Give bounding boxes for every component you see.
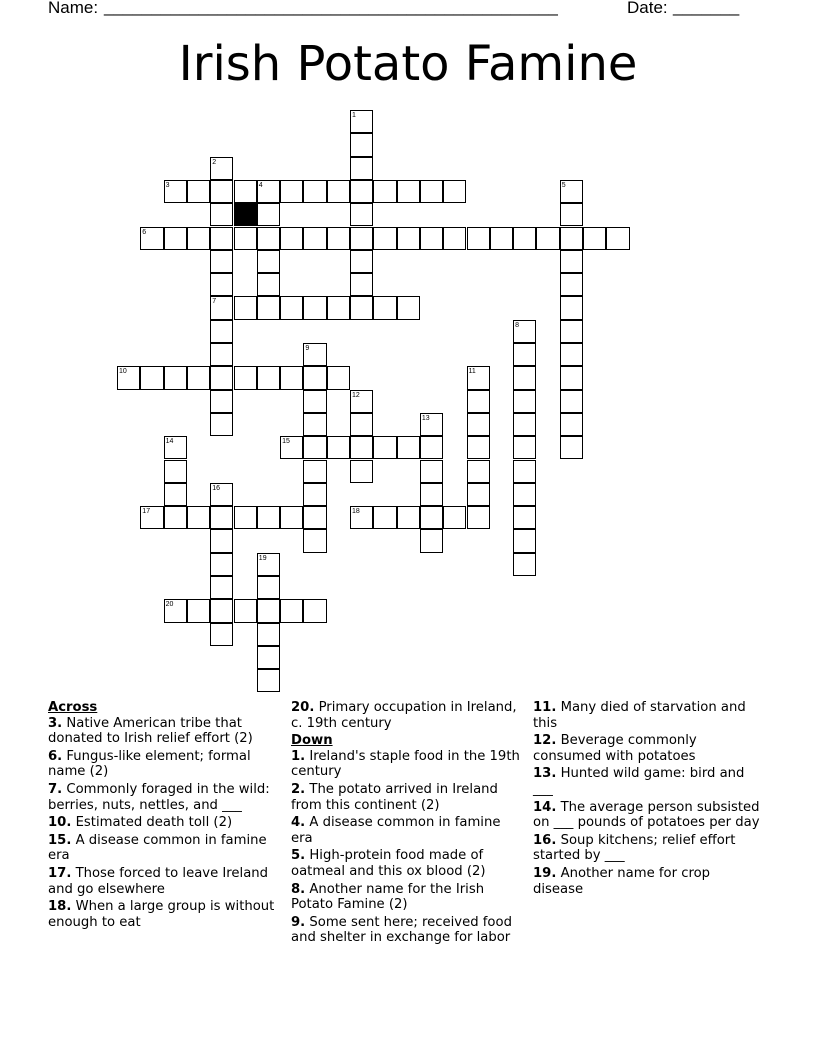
grid-cell[interactable] bbox=[350, 413, 373, 436]
grid-cell[interactable] bbox=[397, 296, 420, 319]
clue-number: 9 bbox=[305, 345, 310, 352]
grid-cell[interactable] bbox=[420, 227, 443, 250]
clue-down-9: 9. Some sent here; received food and shelter in exchange for labor bbox=[291, 914, 512, 946]
grid-cell[interactable] bbox=[210, 599, 233, 622]
grid-cell[interactable] bbox=[234, 366, 257, 389]
clue-down-12: 12. Beverage commonly consumed with potatoes bbox=[533, 733, 697, 764]
grid-cell[interactable] bbox=[327, 366, 350, 389]
clue-number: 4 bbox=[258, 181, 263, 189]
grid-cell[interactable] bbox=[210, 250, 233, 273]
grid-cell[interactable] bbox=[257, 296, 280, 319]
grid-cell[interactable] bbox=[303, 413, 326, 436]
grid-cell[interactable] bbox=[350, 157, 373, 180]
grid-cell[interactable] bbox=[420, 436, 443, 459]
clue-down-4: 4. A disease common in famine era bbox=[291, 815, 501, 846]
grid-cell[interactable] bbox=[327, 436, 350, 459]
clue-down-11: 11. Many died of starvation and this bbox=[533, 700, 746, 731]
grid-cell[interactable] bbox=[467, 506, 490, 529]
grid-cell[interactable] bbox=[420, 529, 443, 552]
grid-cell[interactable] bbox=[350, 133, 373, 156]
clue-down-16: 16. Soup kitchens; relief effort started by ___ bbox=[533, 832, 736, 864]
grid-cell[interactable] bbox=[467, 483, 490, 506]
grid-cell[interactable] bbox=[303, 460, 326, 483]
grid-cell[interactable] bbox=[303, 599, 326, 622]
grid-cell[interactable] bbox=[210, 180, 233, 203]
clue-across-17: 17. Those forced to leave Ireland and go elsewhere bbox=[48, 865, 269, 897]
clue-number: 17 bbox=[142, 508, 151, 516]
grid-cell[interactable] bbox=[280, 506, 303, 529]
grid-cell[interactable] bbox=[327, 180, 350, 203]
grid-cell[interactable] bbox=[350, 203, 373, 226]
grid-cell[interactable] bbox=[303, 506, 326, 529]
clue-across-7: 7. Commonly foraged in the wild: berries, nuts, nettles, and ___ bbox=[48, 781, 270, 813]
grid-cell[interactable] bbox=[373, 506, 396, 529]
clue-down-2: 2. The potato arrived in Ireland from this continent (2) bbox=[291, 781, 498, 813]
grid-cell[interactable] bbox=[257, 273, 280, 296]
grid-cell[interactable] bbox=[560, 320, 583, 343]
clue-number: 19 bbox=[258, 554, 267, 562]
grid-cell[interactable] bbox=[467, 227, 490, 250]
grid-cell[interactable] bbox=[513, 343, 536, 366]
grid-cell[interactable] bbox=[280, 180, 303, 203]
grid-cell[interactable] bbox=[234, 506, 257, 529]
grid-cell[interactable] bbox=[560, 390, 583, 413]
grid-cell[interactable] bbox=[303, 227, 326, 250]
grid-cell[interactable] bbox=[234, 296, 257, 319]
grid-cell[interactable] bbox=[140, 366, 163, 389]
grid-cell[interactable] bbox=[210, 413, 233, 436]
grid-cell[interactable] bbox=[443, 506, 466, 529]
grid-cell[interactable] bbox=[350, 227, 373, 250]
across-heading: Across bbox=[48, 700, 98, 715]
grid-cell[interactable] bbox=[397, 506, 420, 529]
name-label: Name: bbox=[48, 0, 99, 17]
grid-cell[interactable] bbox=[210, 576, 233, 599]
grid-cell[interactable] bbox=[560, 273, 583, 296]
grid-cell[interactable] bbox=[513, 483, 536, 506]
grid-cell[interactable] bbox=[210, 390, 233, 413]
grid-cell[interactable] bbox=[560, 413, 583, 436]
grid-cell[interactable] bbox=[327, 296, 350, 319]
clue-number: 11 bbox=[468, 368, 476, 376]
grid-cell[interactable] bbox=[210, 623, 233, 646]
grid-cell[interactable] bbox=[327, 227, 350, 250]
grid-cell[interactable] bbox=[513, 553, 536, 576]
grid-cell[interactable] bbox=[373, 227, 396, 250]
clue-number: 12 bbox=[352, 391, 360, 399]
grid-cell[interactable] bbox=[606, 227, 629, 250]
clue-down-5: 5. High-protein food made of oatmeal and this ox blood (2) bbox=[291, 848, 486, 879]
clue-down-19: 19. Another name for crop disease bbox=[533, 865, 711, 897]
clue-across-20: 20. Primary occupation in Ireland, c. 19th century bbox=[291, 700, 517, 731]
grid-cell[interactable] bbox=[257, 669, 280, 692]
page-title: Irish Potato Famine bbox=[178, 36, 638, 92]
clue-number: 7 bbox=[212, 298, 217, 306]
date-label: Date: bbox=[627, 0, 668, 17]
grid-cell[interactable] bbox=[397, 436, 420, 459]
grid-cell[interactable] bbox=[443, 227, 466, 250]
grid-cell[interactable] bbox=[210, 506, 233, 529]
grid-cell[interactable] bbox=[420, 460, 443, 483]
grid-cell[interactable] bbox=[513, 227, 536, 250]
clue-across-10: 10. Estimated death toll (2) bbox=[48, 815, 233, 831]
clue-down-1: 1. Ireland's staple food in the 19th century bbox=[291, 748, 520, 780]
clue-across-18: 18. When a large group is without enough to eat bbox=[48, 899, 275, 930]
clues-column-3 bbox=[533, 700, 763, 899]
clue-number: 3 bbox=[165, 181, 170, 189]
grid-cell[interactable] bbox=[257, 366, 280, 389]
grid-cell[interactable] bbox=[397, 227, 420, 250]
grid-cell[interactable] bbox=[560, 436, 583, 459]
grid-cell[interactable] bbox=[234, 599, 257, 622]
grid-cell[interactable] bbox=[234, 180, 257, 203]
grid-cell[interactable] bbox=[257, 623, 280, 646]
grid-cell[interactable] bbox=[257, 576, 280, 599]
grid-cell[interactable] bbox=[210, 343, 233, 366]
grid-cell[interactable] bbox=[257, 203, 280, 226]
grid-cell[interactable] bbox=[467, 413, 490, 436]
grid-cell[interactable] bbox=[350, 436, 373, 459]
grid-cell[interactable] bbox=[303, 436, 326, 459]
date-line: _______ bbox=[673, 0, 740, 16]
clue-down-13: 13. Hunted wild game: bird and ___ bbox=[533, 766, 745, 797]
clue-down-14: 14. The average person subsisted on ___ pounds of potatoes per day bbox=[533, 799, 760, 831]
grid-cell[interactable] bbox=[350, 296, 373, 319]
grid-cell[interactable] bbox=[210, 203, 233, 226]
grid-cell[interactable] bbox=[373, 296, 396, 319]
grid-cell[interactable] bbox=[420, 180, 443, 203]
grid-cell[interactable] bbox=[303, 529, 326, 552]
grid-cell[interactable] bbox=[467, 436, 490, 459]
clue-across-6: 6. Fungus-like element; formal name (2) bbox=[48, 748, 251, 780]
grid-cell[interactable] bbox=[210, 529, 233, 552]
grid-cell[interactable] bbox=[513, 413, 536, 436]
grid-cell[interactable] bbox=[560, 203, 583, 226]
grid-cell[interactable] bbox=[210, 320, 233, 343]
clue-number: 15 bbox=[282, 438, 290, 446]
grid-cell[interactable] bbox=[303, 180, 326, 203]
grid-cell[interactable] bbox=[303, 296, 326, 319]
clue-number: 18 bbox=[352, 508, 360, 516]
grid-cell[interactable] bbox=[257, 506, 280, 529]
grid-cell[interactable] bbox=[280, 227, 303, 250]
grid-cell[interactable] bbox=[257, 646, 280, 669]
clues-column-2 bbox=[291, 700, 521, 948]
grid-cell[interactable] bbox=[187, 366, 210, 389]
clue-number: 1 bbox=[352, 112, 356, 119]
black-cell bbox=[234, 203, 257, 226]
grid-cell[interactable] bbox=[513, 529, 536, 552]
grid-cell[interactable] bbox=[513, 460, 536, 483]
clue-number: 10 bbox=[119, 368, 127, 376]
grid-cell[interactable] bbox=[210, 227, 233, 250]
grid-cell[interactable] bbox=[536, 227, 559, 250]
grid-cell[interactable] bbox=[420, 506, 443, 529]
grid-cell[interactable] bbox=[350, 273, 373, 296]
grid-cell[interactable] bbox=[210, 366, 233, 389]
grid-cell[interactable] bbox=[373, 180, 396, 203]
grid-cell[interactable] bbox=[350, 250, 373, 273]
grid-cell[interactable] bbox=[513, 366, 536, 389]
clue-number: 8 bbox=[515, 321, 519, 329]
clue-number: 2 bbox=[212, 158, 217, 166]
grid-cell[interactable] bbox=[560, 366, 583, 389]
clue-number: 14 bbox=[165, 438, 174, 446]
grid-cell[interactable] bbox=[187, 227, 210, 250]
grid-cell[interactable] bbox=[187, 506, 210, 529]
grid-cell[interactable] bbox=[303, 390, 326, 413]
grid-cell[interactable] bbox=[257, 227, 280, 250]
clue-number: 20 bbox=[165, 601, 174, 609]
clue-number: 16 bbox=[212, 484, 220, 492]
clue-across-3: 3. Native American tribe that donated to Irish relief effort (2) bbox=[48, 715, 253, 747]
grid-cell[interactable] bbox=[164, 506, 187, 529]
grid-cell[interactable] bbox=[513, 436, 536, 459]
grid-cell[interactable] bbox=[513, 390, 536, 413]
grid-cell[interactable] bbox=[257, 599, 280, 622]
grid-cell[interactable] bbox=[350, 460, 373, 483]
grid-cell[interactable] bbox=[583, 227, 606, 250]
grid-cell[interactable] bbox=[280, 599, 303, 622]
grid-cell[interactable] bbox=[164, 366, 187, 389]
grid-cell[interactable] bbox=[187, 180, 210, 203]
grid-cell[interactable] bbox=[560, 250, 583, 273]
name-line: ________________________________________________ bbox=[104, 0, 558, 16]
grid-cell[interactable] bbox=[303, 366, 326, 389]
grid-cell[interactable] bbox=[280, 296, 303, 319]
clue-number: 5 bbox=[561, 181, 566, 189]
grid-cell[interactable] bbox=[443, 180, 466, 203]
grid-cell[interactable] bbox=[420, 483, 443, 506]
grid-cell[interactable] bbox=[560, 227, 583, 250]
grid-cell[interactable] bbox=[560, 343, 583, 366]
grid-cell[interactable] bbox=[257, 250, 280, 273]
grid-cell[interactable] bbox=[303, 483, 326, 506]
grid-cell[interactable] bbox=[373, 436, 396, 459]
grid-cell[interactable] bbox=[513, 506, 536, 529]
grid-cell[interactable] bbox=[164, 483, 187, 506]
down-heading: Down bbox=[291, 733, 333, 749]
clue-number: 13 bbox=[421, 414, 430, 422]
clues-column-1 bbox=[48, 700, 278, 932]
grid-cell[interactable] bbox=[397, 180, 420, 203]
grid-cell[interactable] bbox=[210, 553, 233, 576]
clue-number: 6 bbox=[142, 228, 147, 236]
grid-cell[interactable] bbox=[234, 227, 257, 250]
clue-across-15: 15. A disease common in famine era bbox=[48, 832, 267, 864]
grid-cell[interactable] bbox=[350, 180, 373, 203]
grid-cell[interactable] bbox=[187, 599, 210, 622]
grid-cell[interactable] bbox=[164, 460, 187, 483]
grid-cell[interactable] bbox=[467, 390, 490, 413]
grid-cell[interactable] bbox=[560, 296, 583, 319]
grid-cell[interactable] bbox=[280, 366, 303, 389]
grid-cell[interactable] bbox=[467, 460, 490, 483]
grid-cell[interactable] bbox=[210, 273, 233, 296]
grid-cell[interactable] bbox=[164, 227, 187, 250]
clue-down-8: 8. Another name for the Irish Potato Famine (2) bbox=[291, 881, 485, 913]
grid-cell[interactable] bbox=[490, 227, 513, 250]
